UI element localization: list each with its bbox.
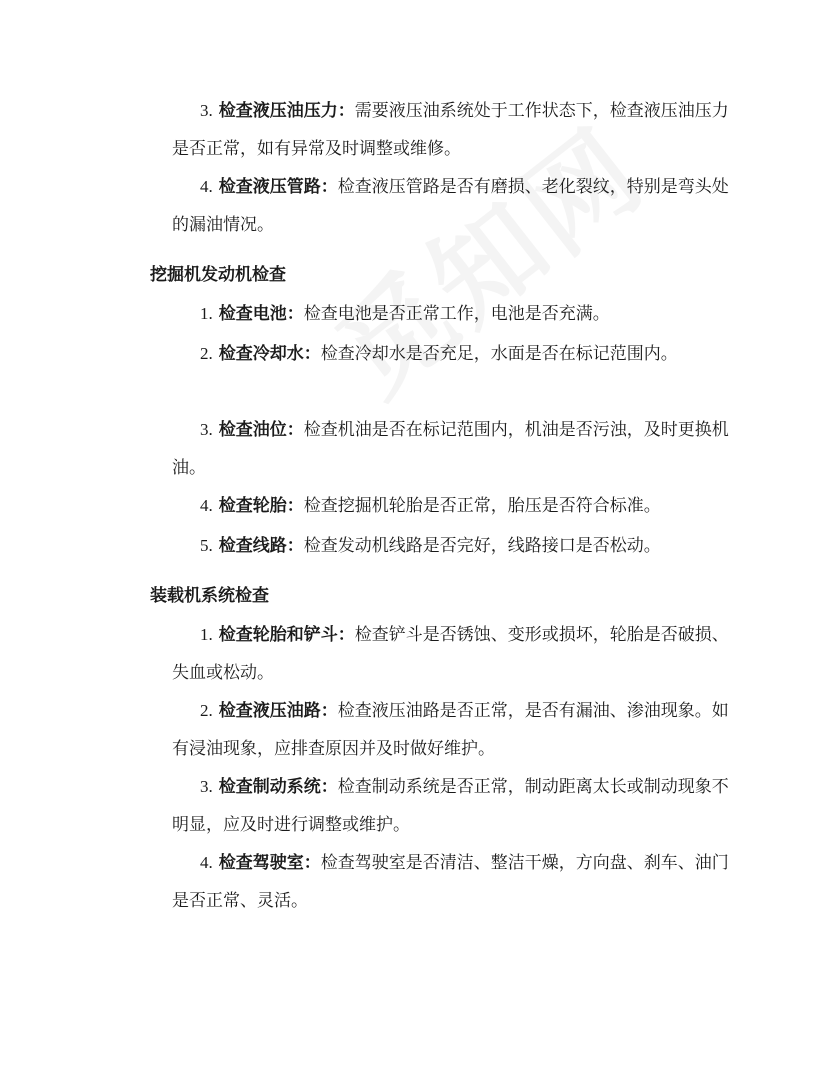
item-label: 检查冷却水： — [218, 344, 321, 364]
item-text: 检查铲斗是否锈蚀、变形或损坏，轮胎是否破损、失血或松动。 — [172, 625, 729, 683]
list-item — [172, 92, 732, 168]
item-text: 检查液压油路是否正常，是否有漏油、渗油现象。如有浸油现象，应排查原因并及时做好维护。 — [172, 701, 729, 759]
list-item — [172, 616, 732, 692]
item-label: 检查轮胎： — [218, 496, 304, 516]
item-label: 检查液压油路： — [218, 701, 338, 721]
list-item — [172, 487, 732, 525]
item-label: 检查液压油压力： — [218, 101, 355, 121]
item-number: 2. — [200, 701, 213, 720]
item-number: 3. — [200, 420, 213, 439]
list-item — [172, 692, 732, 768]
item-text: 检查电池是否正常工作，电池是否充满。 — [303, 304, 610, 324]
item-number: 2. — [200, 344, 213, 363]
section-heading-loader: 装载机系统检查 — [150, 586, 269, 606]
list-item — [172, 411, 732, 487]
item-label: 检查液压管路： — [218, 177, 338, 197]
item-label: 检查制动系统： — [218, 777, 338, 797]
item-number: 3. — [200, 101, 213, 120]
item-number: 5. — [200, 536, 213, 555]
item-text: 检查发动机线路是否完好，线路接口是否松动。 — [303, 536, 661, 556]
list-item — [172, 168, 732, 244]
item-number: 1. — [200, 304, 213, 323]
item-text: 检查驾驶室是否清洁、整洁干燥，方向盘、刹车、油门是否正常、灵活。 — [172, 853, 729, 911]
item-number: 4. — [200, 853, 213, 872]
item-text: 检查挖掘机轮胎是否正常，胎压是否符合标准。 — [303, 496, 661, 516]
item-text: 需要液压油系统处于工作状态下，检查液压油压力是否正常，如有异常及时调整或维修。 — [172, 101, 729, 159]
item-text: 检查机油是否在标记范围内，机油是否污浊，及时更换机油。 — [172, 420, 729, 478]
section-heading-excavator: 挖掘机发动机检查 — [150, 265, 286, 285]
list-item — [172, 335, 732, 373]
item-number: 1. — [200, 625, 213, 644]
list-item — [172, 295, 732, 333]
item-number: 4. — [200, 496, 213, 515]
item-label: 检查电池： — [218, 304, 304, 324]
item-label: 检查油位： — [218, 420, 304, 440]
item-label: 检查驾驶室： — [218, 853, 321, 873]
item-label: 检查线路： — [218, 536, 304, 556]
item-text: 检查液压管路是否有磨损、老化裂纹，特别是弯头处的漏油情况。 — [172, 177, 729, 235]
item-number: 3. — [200, 777, 213, 796]
list-item — [172, 527, 732, 565]
item-text: 检查制动系统是否正常，制动距离太长或制动现象不明显，应及时进行调整或维护。 — [172, 777, 729, 835]
list-item — [172, 844, 732, 920]
list-item — [172, 768, 732, 844]
item-label: 检查轮胎和铲斗： — [218, 625, 355, 645]
item-text: 检查冷却水是否充足，水面是否在标记范围内。 — [320, 344, 678, 364]
item-number: 4. — [200, 177, 213, 196]
